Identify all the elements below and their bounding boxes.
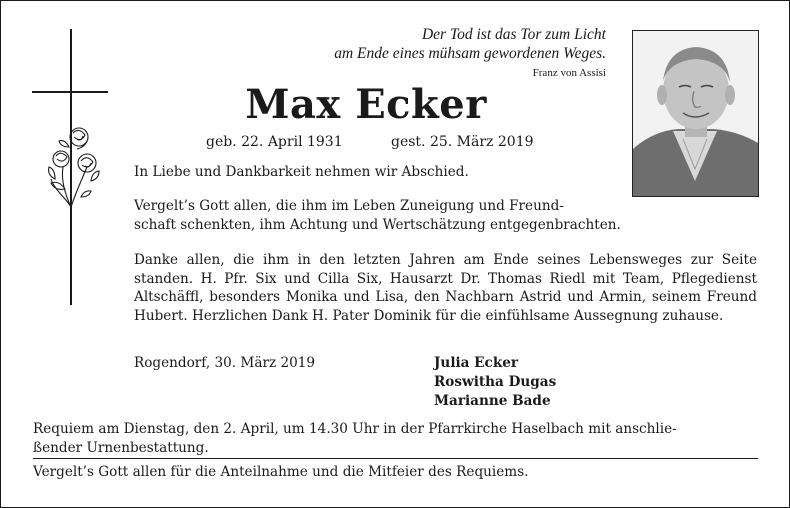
signers-list (434, 354, 556, 411)
requiem-line-2: ßender Urnenbestattung. (33, 439, 209, 456)
thanks-line-1: Vergelt’s Gott allen, die ihm im Leben Zuneigung und Freund- (134, 198, 564, 214)
requiem-line-1: Requiem am Dienstag, den 2. April, um 14.30 Uhr in der Pfarrkirche Haselbach mit anschlie- (33, 421, 677, 437)
thanks-line-2: schaft schenkten, ihm Achtung und Wertschätzung entgegenbrachten. (134, 216, 621, 233)
cross-with-roses-icon (31, 29, 111, 307)
death-date: gest. 25. März 2019 (391, 134, 534, 150)
quote-author: Franz von Assisi (532, 67, 606, 79)
acknowledgement-paragraph: Danke allen, die ihm in den letzten Jahren am Ende seines Lebensweges zur Seite standen. H. Pfr. Six und Cilla Six, Hausarzt Dr. Thomas Riedl mit Team, Pflegedienst Altschäffl, besonders Monika und Lisa, den Nachbarn Astrid und Armin, seinem Freund Hubert. Herzlichen Dank H. Pater Dominik für die einfühlsame Aussegnung zuhause. (134, 252, 757, 324)
farewell-text: In Liebe und Dankbarkeit nehmen wir Abschied. (134, 164, 469, 180)
requiem-info (33, 420, 757, 457)
birth-date: geb. 22. April 1931 (206, 134, 343, 150)
signer-name: Julia Ecker (434, 355, 519, 371)
signer-name: Roswitha Dugas (434, 374, 557, 390)
deceased-name: Max Ecker (245, 81, 487, 128)
closing-thanks: Vergelt’s Gott allen für die Anteilnahme und die Mitfeier des Requiems. (33, 464, 529, 480)
divider (33, 458, 758, 459)
quote-block (261, 25, 606, 80)
place-date: Rogendorf, 30. März 2019 (134, 355, 316, 371)
quote-line-1: Der Tod ist das Tor zum Licht (421, 26, 606, 43)
quote-line-2: am Ende eines mühsam gewordenen Weges. (334, 45, 606, 62)
portrait-photo (632, 30, 759, 197)
signer-name: Marianne Bade (434, 393, 551, 409)
thanks-paragraph (134, 197, 759, 234)
